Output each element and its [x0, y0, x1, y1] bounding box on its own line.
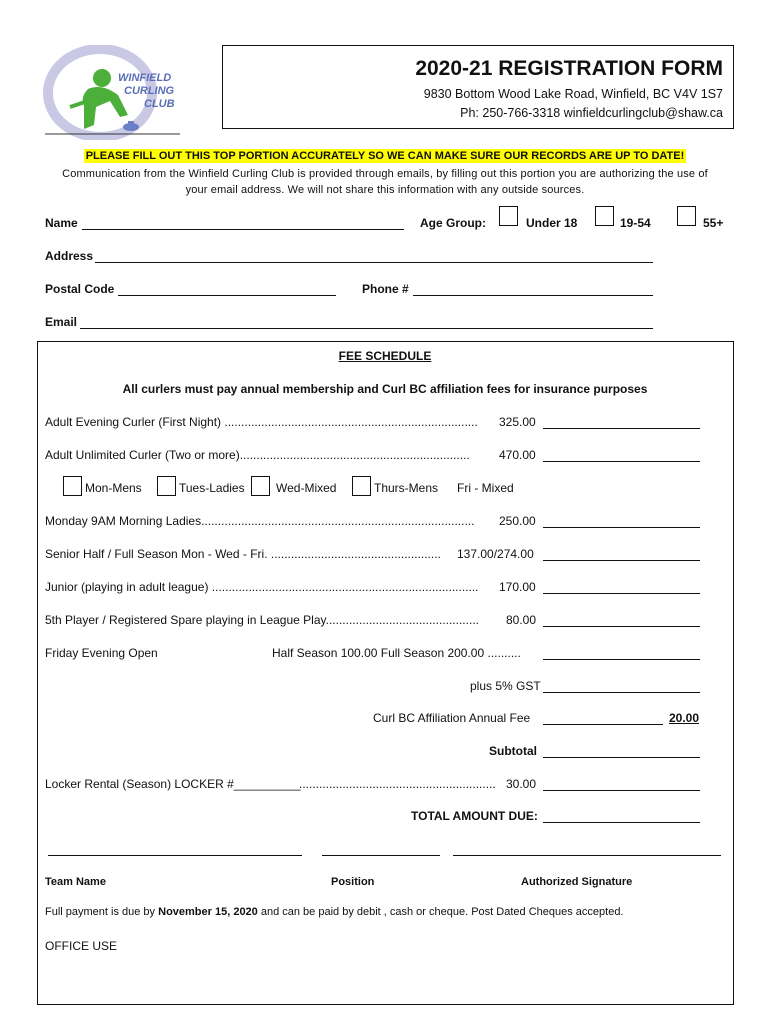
friday-open-field[interactable] — [543, 659, 700, 660]
junior-amount: 170.00 — [499, 580, 536, 594]
fee-notice: All curlers must pay annual membership and Curl BC affiliation fees for insurance purposes — [122, 382, 648, 396]
friday-open-rates: Half Season 100.00 Full Season 200.00 .......... — [272, 646, 521, 660]
adult-unlimited-label: Adult Unlimited Curler (Two or more)..................................................................... — [45, 448, 470, 462]
locker-label: Locker Rental (Season) LOCKER #__________ — [45, 777, 301, 791]
junior-label: Junior (playing in adult league) ................................................................................ — [45, 580, 479, 594]
monday-ladies-amount: 250.00 — [499, 514, 536, 528]
adult-evening-label: Adult Evening Curler (First Night) ............................................................................ — [45, 415, 478, 429]
league-wed-mixed-checkbox[interactable] — [251, 476, 270, 496]
team-name-field[interactable] — [48, 855, 302, 856]
postal-code-label: Postal Code — [45, 282, 115, 296]
logo-line-1: WINFIELD — [118, 72, 172, 84]
adult-evening-amount: 325.00 — [499, 415, 536, 429]
league-mon-mens-checkbox[interactable] — [63, 476, 82, 496]
total-label: TOTAL AMOUNT DUE: — [411, 809, 538, 823]
notice-headline — [0, 150, 770, 162]
age-group-label: Age Group: — [420, 216, 486, 230]
senior-field[interactable] — [543, 560, 700, 561]
curlbc-line — [543, 724, 663, 725]
adult-evening-field[interactable] — [543, 428, 700, 429]
senior-amount: 137.00/274.00 — [457, 547, 534, 561]
league-fri-mixed-label: Fri - Mixed — [457, 481, 514, 495]
age-19-54-checkbox[interactable] — [595, 206, 614, 226]
fifth-player-label: 5th Player / Registered Spare playing in League Play.............................................. — [45, 613, 479, 627]
address-label: Address — [45, 249, 94, 263]
fifth-player-field[interactable] — [543, 626, 700, 627]
locker-amount: 30.00 — [506, 777, 537, 791]
club-contact: Ph: 250-766-3318 winfieldcurlingclub@shaw.ca — [460, 106, 723, 120]
locker-field[interactable] — [543, 790, 700, 791]
curlbc-label: Curl BC Affiliation Annual Fee — [373, 711, 531, 725]
phone-field[interactable] — [413, 295, 653, 296]
position-field[interactable] — [322, 855, 440, 856]
curling-stone-icon — [123, 123, 139, 131]
league-tues-ladies-label: Tues-Ladies — [179, 481, 245, 495]
curlbc-amount: 20.00 — [669, 711, 700, 725]
address-field[interactable] — [95, 262, 653, 263]
page-title: 2020-21 REGISTRATION FORM — [415, 57, 723, 80]
email-field[interactable] — [80, 328, 653, 329]
monday-ladies-field[interactable] — [543, 527, 700, 528]
payment-note-before: Full payment is due by — [45, 906, 159, 918]
league-tues-ladies-checkbox[interactable] — [157, 476, 176, 496]
logo-line-2: CURLING — [124, 85, 175, 97]
name-field[interactable] — [82, 229, 404, 230]
adult-unlimited-amount: 470.00 — [499, 448, 536, 462]
total-field[interactable] — [543, 822, 700, 823]
payment-note — [45, 906, 624, 918]
senior-label: Senior Half / Full Season Mon - Wed - Fri. ................................................... — [45, 547, 441, 561]
curler-body — [83, 87, 128, 129]
subtotal-label: Subtotal — [489, 744, 537, 758]
age-19-54-label: 19-54 — [620, 216, 651, 230]
team-name-label: Team Name — [45, 876, 106, 888]
age-55-plus-checkbox[interactable] — [677, 206, 696, 226]
position-label: Position — [331, 876, 375, 888]
payment-note-after: and can be paid by debit , cash or cheque. Post Dated Cheques accepted. — [257, 906, 624, 918]
league-mon-mens-label: Mon-Mens — [85, 481, 142, 495]
subtotal-field[interactable] — [543, 757, 700, 758]
fee-schedule-heading: FEE SCHEDULE — [338, 349, 432, 363]
payment-due-date: November 15, 2020 — [158, 906, 258, 918]
monday-ladies-label: Monday 9AM Morning Ladies.................................................................................. — [45, 514, 475, 528]
fifth-player-amount: 80.00 — [506, 613, 537, 627]
league-wed-mixed-label: Wed-Mixed — [276, 481, 337, 495]
office-use-label: OFFICE USE — [45, 939, 118, 953]
age-under-18-checkbox[interactable] — [499, 206, 518, 226]
club-address: 9830 Bottom Wood Lake Road, Winfield, BC V4V 1S7 — [423, 87, 723, 101]
header-box — [222, 45, 734, 129]
junior-field[interactable] — [543, 593, 700, 594]
league-thurs-mens-checkbox[interactable] — [352, 476, 371, 496]
name-label: Name — [45, 216, 78, 230]
logo-line-3: CLUB — [144, 98, 175, 110]
email-label: Email — [45, 315, 78, 329]
locker-dots: ........................................................... — [299, 777, 496, 791]
league-thurs-mens-label: Thurs-Mens — [374, 481, 439, 495]
phone-label: Phone # — [362, 282, 409, 296]
age-55-plus-label: 55+ — [703, 216, 724, 230]
authorized-signature-field[interactable] — [453, 855, 721, 856]
notice-highlight: PLEASE FILL OUT THIS TOP PORTION ACCURATELY SO WE CAN MAKE SURE OUR RECORDS ARE UP TO DATE! — [85, 150, 685, 162]
postal-code-field[interactable] — [118, 295, 336, 296]
gst-field[interactable] — [543, 692, 700, 693]
notice-line-1: Communication from the Winfield Curling Club is provided through emails, by filling out this portion you are authorizing the use of — [62, 168, 708, 180]
curler-head — [93, 69, 111, 87]
adult-unlimited-field[interactable] — [543, 461, 700, 462]
age-under-18-label: Under 18 — [526, 216, 578, 230]
notice-line-2: your email address. We will not share this information with any outside sources. — [185, 184, 585, 196]
friday-open-label: Friday Evening Open — [45, 646, 158, 660]
club-logo — [40, 45, 190, 140]
authorized-signature-label: Authorized Signature — [521, 876, 633, 888]
gst-label: plus 5% GST — [470, 679, 541, 693]
